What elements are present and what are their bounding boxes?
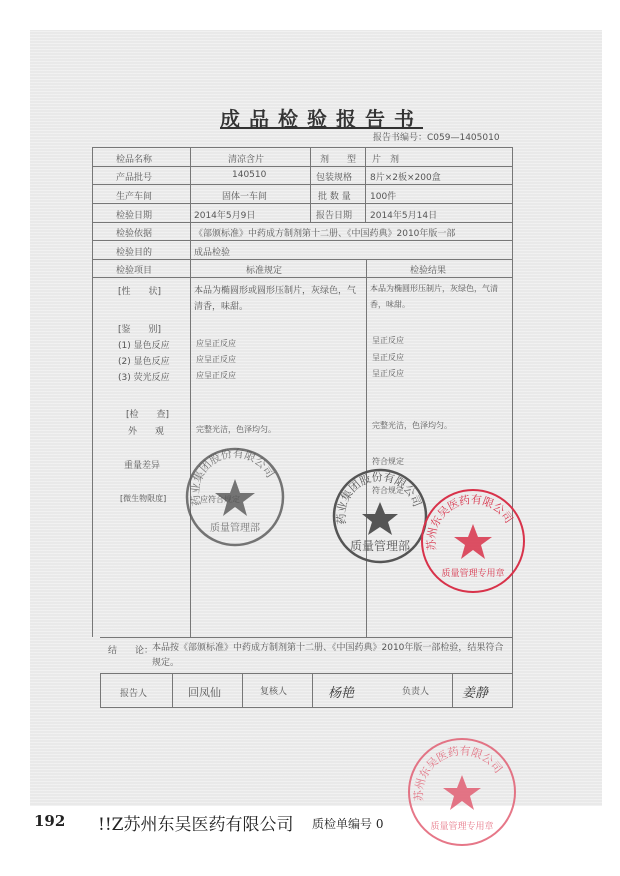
res-id-3: 呈正反应 [372,369,404,378]
label-package-spec: 包装规格 [316,173,353,183]
std-id-1: 应呈正反应 [196,339,236,348]
svg-text:质量管理专用章: 质量管理专用章 [430,822,494,832]
item-id-2: (2) 显色反应 [118,357,170,367]
company-stamp-2 [330,466,430,566]
star-icon [443,775,481,810]
res-microbial-limit: 符合规定 [372,486,404,495]
std-id-3: 应呈正反应 [196,371,236,380]
std-id-2: 应呈正反应 [196,355,236,364]
res-id-2: 呈正反应 [372,353,404,362]
item-identification: [鉴 别] [118,325,162,335]
label-batch-no: 产品批号 [116,173,153,183]
item-weight-variation: 重量差异 [124,461,161,471]
reporter-name: 回凤仙 [188,686,221,699]
value-batch-no: 140510 [232,170,267,180]
item-microbial-limit: [微生物限度] [120,494,167,503]
svg-text:苏州东吴医药有限公司: 苏州东吴医药有限公司 [412,744,505,802]
header-result: 检验结果 [410,266,447,276]
manager-signature: 姜静 [462,686,489,701]
svg-text:药业集团股份有限公司: 药业集团股份有限公司 [188,446,277,507]
report-number: 报告书编号：C059—1405010 [373,133,500,143]
reviewer-signature: 杨艳 [328,686,355,701]
conclusion-label: 结 论： [108,646,154,656]
conclusion-text: 本品按《部颁标准》中药成方制剂第十二册、《中国药典》2010年版一部检验，结果符合规定。 [152,643,504,668]
value-inspection-date: 2014年5月9日 [194,211,256,221]
value-batch-quantity: 100件 [370,192,397,202]
res-weight-variation: 符合规定 [372,457,404,466]
manager-label: 负责人 [402,687,430,697]
item-check: [检 查] [126,410,170,420]
red-stamp-2 [405,735,520,850]
svg-text:苏州东吴医药有限公司: 苏州东吴医药有限公司 [424,493,516,551]
header-standard: 标准规定 [246,266,283,276]
header-item: 检验项目 [116,266,153,276]
star-icon [362,502,398,535]
res-appearance: 完整光洁，色泽均匀。 [372,421,452,430]
std-weight-variation: 应符合规定 [200,495,240,504]
footer-company: !!Z苏州东吴医药有限公司 [98,815,294,835]
label-inspection-date: 检验日期 [116,211,153,221]
item-id-3: (3) 荧光反应 [118,373,170,383]
std-character: 本品为椭圆形或圆形压制片，灰绿色，气清香，味甜。 [194,286,357,312]
svg-text:药业集团股份有限公司: 药业集团股份有限公司 [334,470,424,525]
star-icon [454,524,492,559]
value-basis: 《部颁标准》中药成方制剂第十二册、《中国药典》2010年版一部 [194,229,456,239]
document-title: 成品检验报告书 [220,107,423,131]
label-report-date: 报告日期 [316,211,353,221]
label-purpose: 检验目的 [116,248,153,258]
reporter-label: 报告人 [120,689,148,699]
value-report-date: 2014年5月14日 [370,211,438,221]
page-number: 192 [34,812,66,830]
value-purpose: 成品检验 [194,248,231,258]
res-id-1: 呈正反应 [372,336,404,345]
value-dosage-form: 片 剂 [372,155,400,165]
item-character: [性 状] [118,287,162,297]
svg-text:质量管理专用章: 质量管理专用章 [441,569,505,579]
std-appearance: 完整光洁，色泽均匀。 [196,425,276,434]
svg-text:质量管理部: 质量管理部 [210,523,260,534]
footer-inspection-no: 质检单编号 0 [312,817,384,831]
label-batch-quantity: 批 数 量 [318,192,351,202]
label-sample-name: 检品名称 [116,155,153,165]
label-basis: 检验依据 [116,229,153,239]
value-workshop: 固体一车间 [222,192,268,202]
item-id-1: (1) 显色反应 [118,341,170,351]
item-appearance: 外 观 [128,427,165,437]
reviewer-label: 复核人 [260,687,288,697]
value-sample-name: 清凉含片 [228,155,265,165]
label-dosage-form: 剂 型 [320,155,357,165]
red-stamp-1 [418,486,528,596]
label-workshop: 生产车间 [116,192,153,202]
value-package-spec: 8片×2板×200盒 [370,173,441,183]
svg-text:质量管理部: 质量管理部 [349,539,411,553]
res-character: 本品为椭圆形压制片，灰绿色，气清香，味甜。 [370,284,498,309]
